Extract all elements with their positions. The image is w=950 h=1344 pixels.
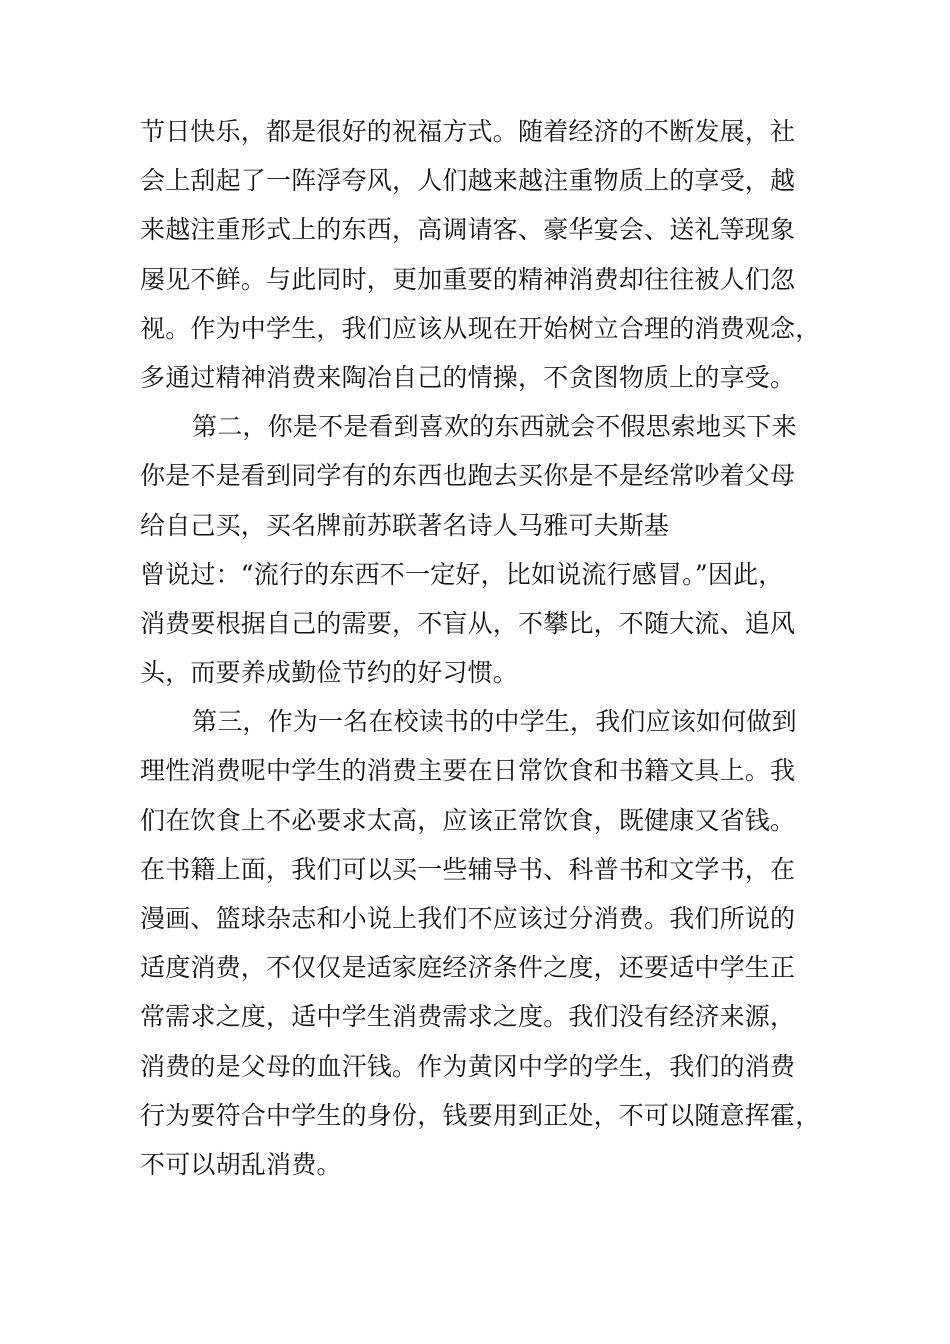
text-line: 多通过精神消费来陶冶自己的情操，不贪图物质上的享受。 [140, 362, 796, 392]
text-line: 你是不是看到同学有的东西也跑去买你是不是经常吵着父母 [140, 461, 796, 491]
text-line: 适度消费，不仅仅是适家庭经济条件之度，还要适中学生正 [140, 953, 796, 983]
text-line: 们在饮食上不必要求太高，应该正常饮食，既健康又省钱。 [140, 805, 796, 835]
text-line: 给自己买，买名牌前苏联著名诗人马雅可夫斯基 [140, 510, 670, 540]
text-line: 节日快乐，都是很好的祝福方式。随着经济的不断发展，社 [140, 117, 796, 146]
paragraph-2-first-line: 第二，你是不是看到喜欢的东西就会不假思索地买下来 [192, 412, 797, 442]
text-line: 漫画、篮球杂志和小说上我们不应该过分消费。我们所说的 [140, 904, 796, 933]
text-line: 屡见不鲜。与此同时，更加重要的精神消费却往往被人们忽 [140, 264, 796, 294]
text-line: 消费要根据自己的需要，不盲从，不攀比，不随大流、追风 [140, 608, 796, 638]
text-line: 在书籍上面，我们可以买一些辅导书、科普书和文学书，在 [140, 854, 796, 884]
text-line: 视。作为中学生，我们应该从现在开始树立合理的消费观念， [140, 313, 821, 343]
text-line: 头，而要养成勤俭节约的好习惯。 [140, 658, 519, 688]
text-line: 理性消费呢中学生的消费主要在日常饮食和书籍文具上。我 [140, 756, 796, 786]
paragraph-3-first-line: 第三，作为一名在校读书的中学生，我们应该如何做到 [192, 707, 797, 737]
text-line: 不可以胡乱消费。 [140, 1149, 342, 1179]
text-line: 会上刮起了一阵浮夸风，人们越来越注重物质上的享受，越 [140, 166, 796, 196]
text-line: 消费的是父母的血汗钱。作为黄冈中学的学生，我们的消费 [140, 1051, 796, 1081]
body-text [140, 107, 820, 1189]
text-line: 曾说过：“流行的东西不一定好，比如说流行感冒。”因此， [140, 559, 784, 589]
text-line: 常需求之度，适中学生消费需求之度。我们没有经济来源， [140, 1002, 796, 1032]
text-line: 行为要符合中学生的身份，钱要用到正处，不可以随意挥霍， [140, 1100, 821, 1130]
text-line: 来越注重形式上的东西，高调请客、豪华宴会、送礼等现象 [140, 215, 796, 245]
